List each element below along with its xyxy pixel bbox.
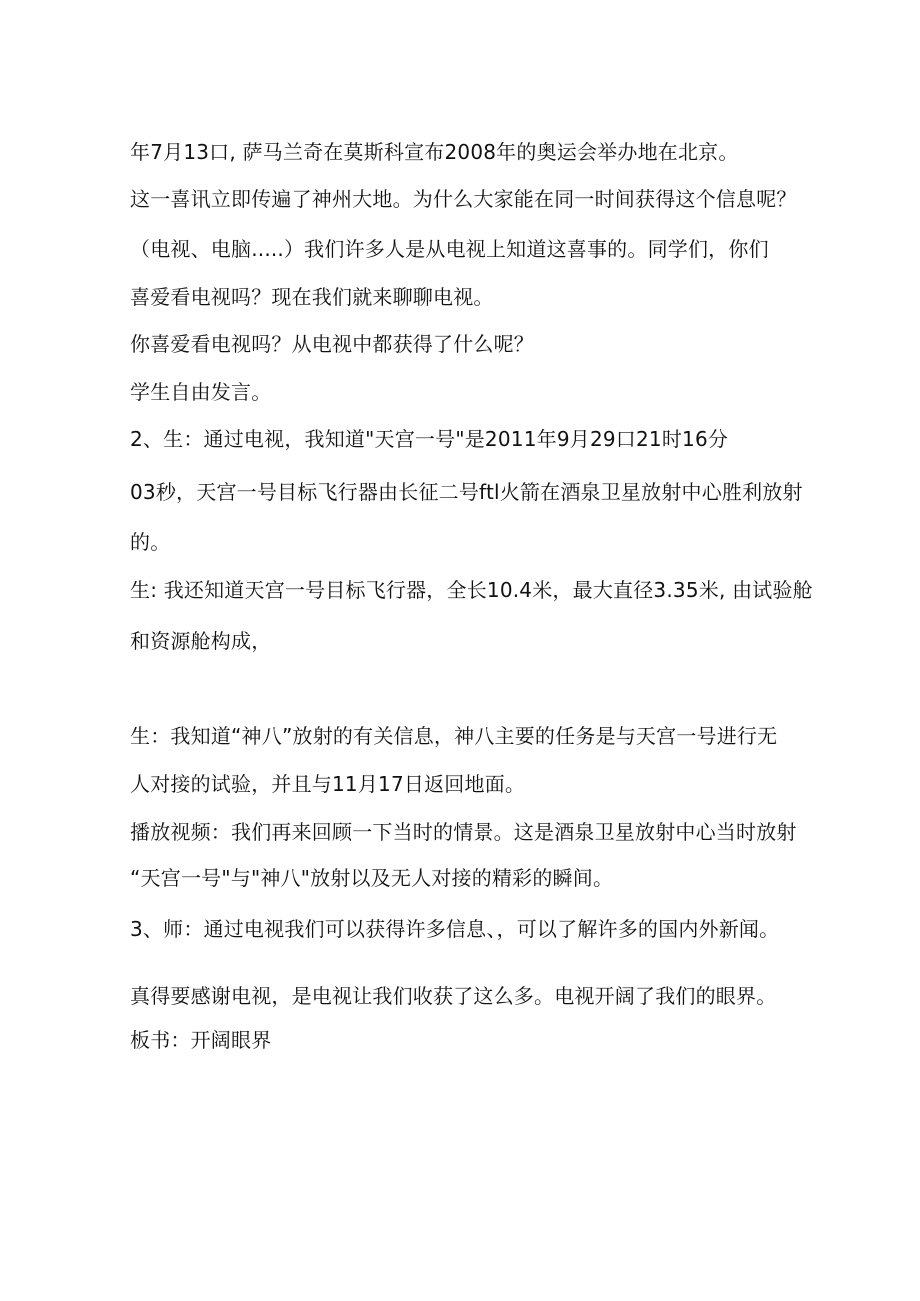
text-line-7: 2、生：通过电视，我知道"天宫一号"是2011年9月29口21时16分 — [130, 427, 729, 451]
text-line-9: 的。 — [130, 530, 171, 554]
text-line-5: 你喜爱看电视吗？从电视中都获得了什么呢？ — [130, 332, 534, 356]
text-line-12: 生：我知道“神八”放射的有关信息，神八主要的任务是与天宫一号进行无 — [130, 724, 778, 748]
text-line-18: 板书：开阔眼界 — [130, 1028, 272, 1052]
text-line-11: 和资源舱构成， — [130, 629, 272, 653]
text-line-17: 真得要感谢电视，是电视让我们收获了这么多。电视开阔了我们的眼界。 — [130, 984, 777, 1008]
text-line-14: 播放视频：我们再来回顾一下当时的情景。这是酒泉卫星放射中心当时放射 — [130, 820, 797, 844]
text-line-13: 人对接的试验，并且与11月17日返回地面。 — [130, 772, 526, 796]
text-line-15: “天宫一号"与"神八"放射以及无人对接的精彩的瞬间。 — [130, 866, 614, 890]
text-line-8: 03秒，天宫一号目标飞行器由长征二号ftl火箭在酒泉卫星放射中心胜利放射 — [130, 480, 803, 504]
text-line-4: 喜爱看电视吗？现在我们就来聊聊电视。 — [130, 285, 494, 309]
text-line-6: 学生自由发言。 — [130, 380, 272, 404]
text-line-3: （电视、电脑.....）我们许多人是从电视上知道这喜事的。同学们，你们 — [130, 237, 769, 261]
text-line-16: 3、师：通过电视我们可以获得许多信息、，可以了解许多的国内外新闻。 — [130, 917, 780, 941]
text-line-1: 年7月13口, 萨马兰奇在莫斯科宣布2008年的奥运会举办地在北京。 — [130, 140, 739, 164]
text-line-10: 生: 我还知道天宫一号目标飞行器，全长10.4米，最大直径3.35米, 由试验舱 — [130, 578, 813, 602]
text-line-2: 这一喜讯立即传遍了神州大地。为什么大家能在同一时间获得这个信息呢？ — [130, 187, 797, 211]
